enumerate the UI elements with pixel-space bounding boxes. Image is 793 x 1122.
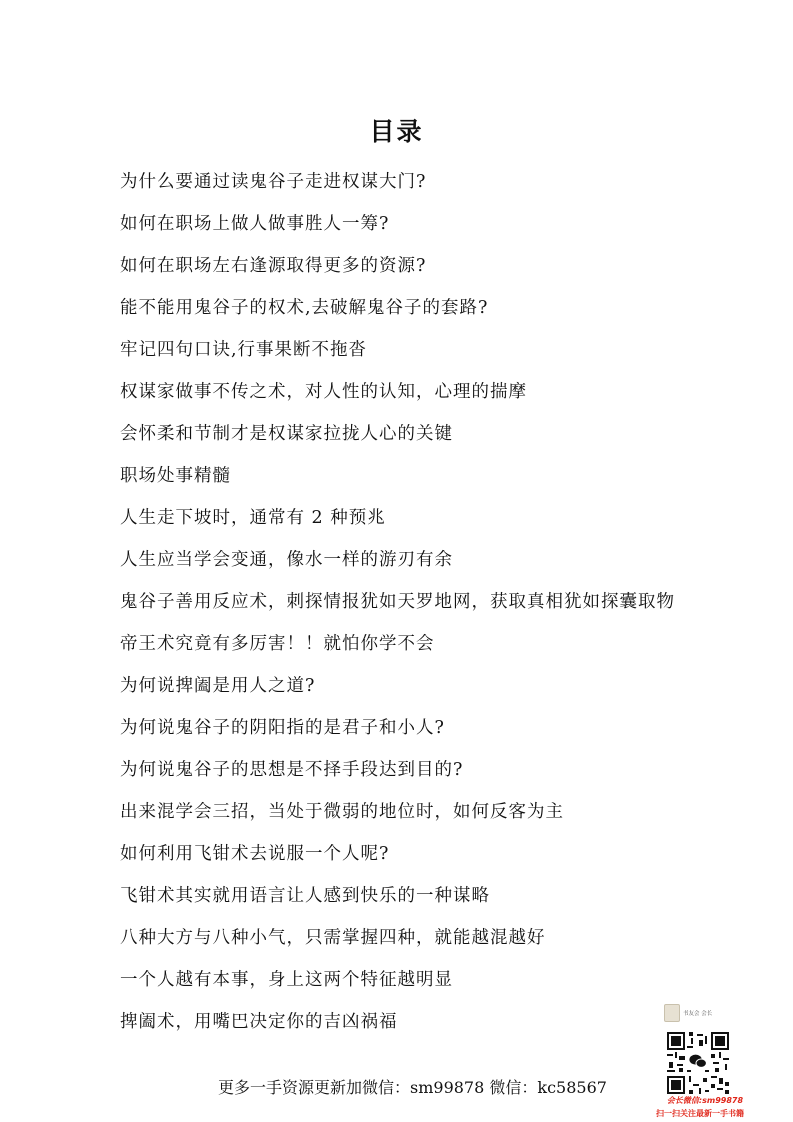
promo-wechat-id: 会长微信:sm99878 xyxy=(666,1096,744,1105)
promo-scan-text: 扫一扫关注最新一手书籍 xyxy=(656,1109,744,1118)
toc-item[interactable]: 为什么要通过读鬼谷子走进权谋大门? xyxy=(120,172,427,192)
toc-item[interactable]: 鬼谷子善用反应术，刺探情报犹如天罗地网，获取真相犹如探囊取物 xyxy=(120,592,675,612)
toc-item[interactable]: 人生应当学会变通，像水一样的游刃有余 xyxy=(120,550,453,570)
toc-item[interactable]: 如何利用飞钳术去说服一个人呢? xyxy=(120,844,390,864)
toc-item[interactable]: 人生走下坡时，通常有 2 种预兆 xyxy=(120,508,386,528)
toc-item[interactable]: 如何在职场上做人做事胜人一筹? xyxy=(120,214,390,234)
page-title: 目录 xyxy=(369,117,424,146)
toc-item[interactable]: 帝王术究竟有多厉害！！就怕你学不会 xyxy=(120,634,435,654)
toc-item[interactable]: 出来混学会三招，当处于微弱的地位时，如何反客为主 xyxy=(120,802,564,822)
avatar xyxy=(664,1004,680,1022)
promo-name: 书友会 会长 xyxy=(683,1011,713,1017)
toc-item[interactable]: 能不能用鬼谷子的权术,去破解鬼谷子的套路? xyxy=(120,298,489,318)
toc-item[interactable]: 八种大方与八种小气，只需掌握四种，就能越混越好 xyxy=(120,928,546,948)
promo-badge xyxy=(636,1000,764,1122)
toc-item[interactable]: 权谋家做事不传之术，对人性的认知，心理的揣摩 xyxy=(120,382,527,402)
footer-contact: 更多一手资源更新加微信：sm99878 微信：kc58567 xyxy=(218,1078,607,1097)
toc-item[interactable]: 会怀柔和节制才是权谋家拉拢人心的关键 xyxy=(120,424,453,444)
toc-item[interactable]: 牢记四句口诀,行事果断不拖沓 xyxy=(120,340,368,360)
toc-item[interactable]: 捭阖术，用嘴巴决定你的吉凶祸福 xyxy=(120,1012,398,1032)
toc-item[interactable]: 职场处事精髓 xyxy=(120,466,231,486)
table-of-contents xyxy=(120,168,675,1050)
toc-item[interactable]: 如何在职场左右逢源取得更多的资源? xyxy=(120,256,427,276)
toc-item[interactable]: 为何说鬼谷子的阴阳指的是君子和小人? xyxy=(120,718,445,738)
promo-header xyxy=(664,1004,754,1022)
toc-item[interactable]: 一个人越有本事，身上这两个特征越明显 xyxy=(120,970,453,990)
toc-item[interactable]: 为何说捭阖是用人之道? xyxy=(120,676,316,696)
qr-code-icon[interactable] xyxy=(665,1030,731,1096)
toc-item[interactable]: 为何说鬼谷子的思想是不择手段达到目的? xyxy=(120,760,464,780)
toc-item[interactable]: 飞钳术其实就用语言让人感到快乐的一种谋略 xyxy=(120,886,490,906)
